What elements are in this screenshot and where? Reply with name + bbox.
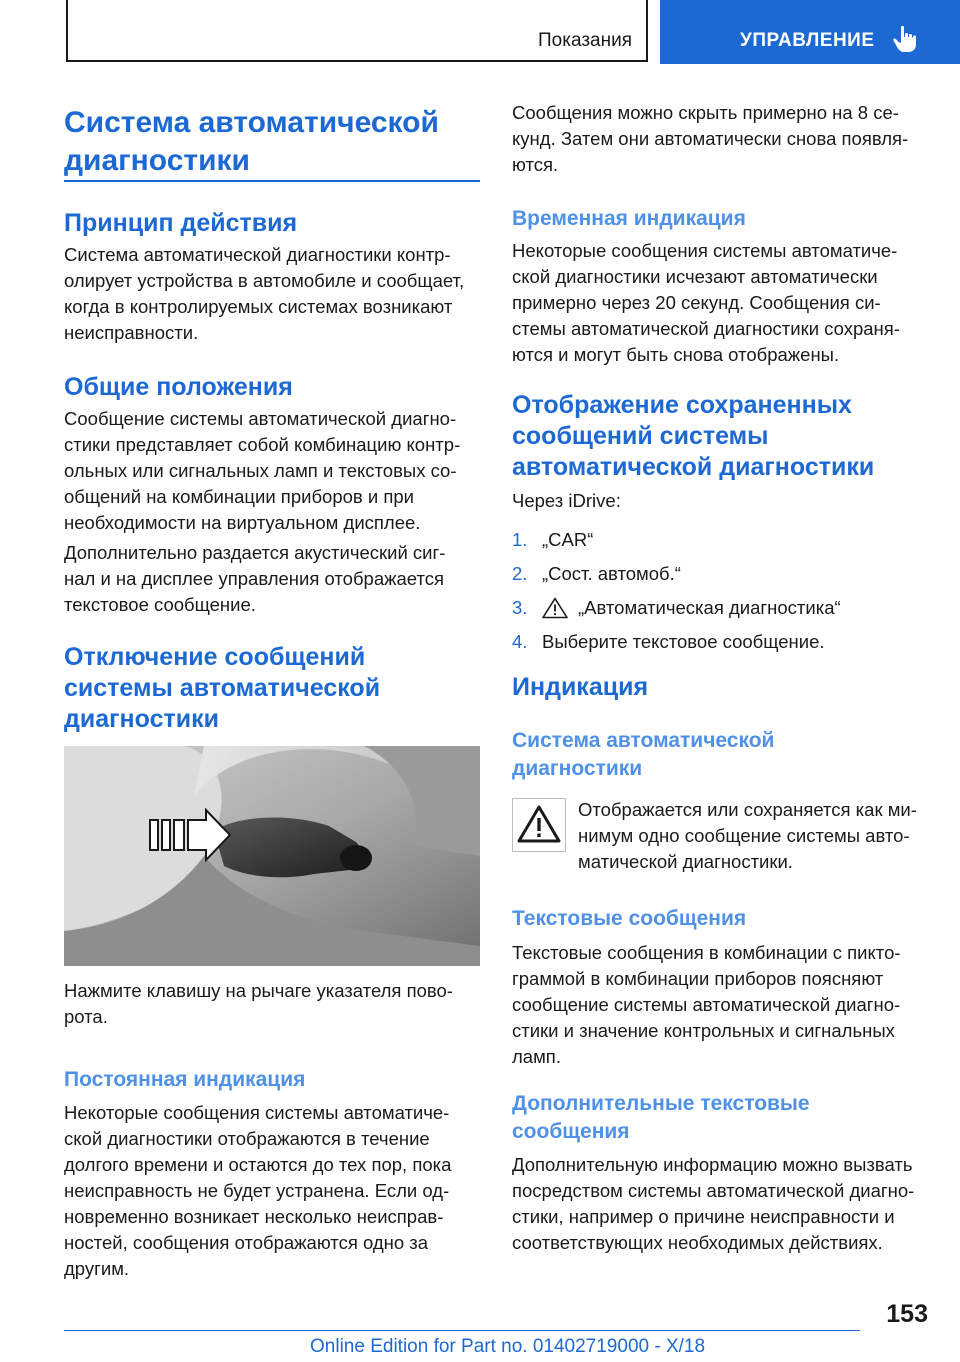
system-heading xyxy=(512,727,926,783)
text-line: другим. xyxy=(64,1258,130,1279)
principle-heading: Принцип действия xyxy=(64,209,298,237)
indication-heading: Индикация xyxy=(512,673,649,701)
photo-caption xyxy=(64,978,480,1030)
text-line: сообщение системы автоматической диагно- xyxy=(512,994,901,1015)
hide-text xyxy=(512,100,926,178)
general-heading: Общие положения xyxy=(64,373,293,401)
text-line: примерно через 20 секунд. Сообщения си- xyxy=(512,292,881,313)
text-line: стемы автоматической диагностики сохраня- xyxy=(512,318,900,339)
heading-line: системы автоматической xyxy=(64,674,381,702)
steps-list xyxy=(512,525,926,661)
hand-pointer-icon xyxy=(892,24,920,54)
heading-line: Отображение сохраненных xyxy=(512,391,852,419)
text-line: матической диагностики. xyxy=(578,851,793,872)
text-line: ются и могут быть снова отображены. xyxy=(512,344,840,365)
step-text: „Сост. автомоб.“ xyxy=(542,563,681,584)
text-line: олирует устройства в автомобиле и сообщает, xyxy=(64,270,465,291)
text-line: нимум одно сообщение системы авто- xyxy=(578,825,910,846)
additional-text xyxy=(512,1152,926,1256)
heading-line: Отключение сообщений xyxy=(64,643,366,671)
step-number: 2. xyxy=(512,563,528,584)
text-line: стики и значение контрольных и сигнальных xyxy=(512,1020,895,1041)
permanent-heading: Постоянная индикация xyxy=(64,1068,306,1091)
header-section-box xyxy=(66,0,648,62)
permanent-text xyxy=(64,1100,480,1282)
text-line: граммой в комбинации приборов поясняют xyxy=(512,968,884,989)
turn-signal-lever-photo xyxy=(64,746,480,966)
temporary-text xyxy=(512,238,926,368)
text-line: необходимости на виртуальном дисплее. xyxy=(64,512,421,533)
step-item xyxy=(512,525,926,559)
title-rule xyxy=(64,180,480,182)
text-line: Некоторые сообщения системы автоматиче- xyxy=(512,240,898,261)
text-line: рота. xyxy=(64,1006,108,1027)
step-item xyxy=(512,593,926,627)
text-line: долгого времени и остаются до тех пор, пока xyxy=(64,1154,452,1175)
textmsg-text xyxy=(512,940,926,1070)
step-number: 1. xyxy=(512,529,528,550)
text-line: Отображается или сохраняется как ми- xyxy=(578,799,917,820)
stored-heading xyxy=(512,390,926,483)
text-line: Система автоматической диагностики контр- xyxy=(64,244,451,265)
principle-text xyxy=(64,242,480,346)
text-line: стики представляет собой комбинацию контр- xyxy=(64,434,461,455)
text-line: ностей, сообщения отображаются одно за xyxy=(64,1232,429,1253)
text-line: Некоторые сообщения системы автоматиче- xyxy=(64,1102,450,1123)
text-line: Текстовые сообщения в комбинации с пикто- xyxy=(512,942,901,963)
warning-triangle-icon xyxy=(513,799,565,851)
page-title-line-2: диагностики xyxy=(64,144,250,177)
via-idrive: Через iDrive: xyxy=(512,490,621,511)
step-text: Выберите текстовое сообщение. xyxy=(542,631,825,652)
step-item xyxy=(512,627,926,661)
text-line: ются. xyxy=(512,154,559,175)
text-line: стики, например о причине неисправности и xyxy=(512,1206,895,1227)
general-text-2 xyxy=(64,540,480,618)
text-line: Сообщение системы автоматической диагно- xyxy=(64,408,457,429)
text-line: общений на комбинации приборов и при xyxy=(64,486,414,507)
step-text: „CAR“ xyxy=(542,529,594,550)
temporary-heading: Временная индикация xyxy=(512,207,746,230)
system-text xyxy=(578,797,928,875)
text-line: когда в контролируемых системах возникают xyxy=(64,296,453,317)
page-number: 153 xyxy=(886,1300,928,1328)
text-line: ской диагностики отображаются в течение xyxy=(64,1128,430,1149)
additional-heading xyxy=(512,1090,926,1146)
header-section-title: Показания xyxy=(538,30,632,51)
text-line: неисправности. xyxy=(64,322,199,343)
header-chapter-title: УПРАВЛЕНИЕ xyxy=(740,30,875,51)
header-chapter-tab xyxy=(660,0,960,64)
text-line: ской диагностики исчезают автоматически xyxy=(512,266,878,287)
text-line: ламп. xyxy=(512,1046,561,1067)
text-line: Дополнительную информацию можно вызвать xyxy=(512,1154,913,1175)
text-line: новременно возникает несколько неисправ- xyxy=(64,1206,444,1227)
heading-line: Дополнительные текстовые xyxy=(512,1092,810,1115)
step-number: 3. xyxy=(512,597,528,618)
step-item xyxy=(512,559,926,593)
text-line: Дополнительно раздается акустический сиг- xyxy=(64,542,446,563)
text-line: Нажмите клавишу на рычаге указателя пово- xyxy=(64,980,453,1001)
general-text-1 xyxy=(64,406,480,536)
warning-symbol-box xyxy=(512,798,566,852)
heading-line: диагностики xyxy=(512,757,643,780)
textmsg-heading: Текстовые сообщения xyxy=(512,907,747,930)
text-line: нал и на дисплее управления отображается xyxy=(64,568,444,589)
text-line: Сообщения можно скрыть примерно на 8 се- xyxy=(512,102,899,123)
text-line: ольных или сигнальных ламп и текстовых со- xyxy=(64,460,457,481)
text-line: неисправность не будет устранена. Если од- xyxy=(64,1180,450,1201)
heading-line: сообщений системы xyxy=(512,422,769,450)
heading-line: диагностики xyxy=(64,705,219,733)
text-line: текстовое сообщение. xyxy=(64,594,256,615)
heading-line: автоматической диагностики xyxy=(512,453,875,481)
text-line: кунд. Затем они автоматически снова появля- xyxy=(512,128,909,149)
footer-edition: Online Edition for Part no. 01402719000 - X/18 xyxy=(310,1336,706,1357)
step-text: „Автоматическая диагностика“ xyxy=(578,597,841,618)
page-title-line-1: Система автоматической xyxy=(64,106,439,139)
warning-triangle-icon xyxy=(542,597,568,619)
step-number: 4. xyxy=(512,631,528,652)
heading-line: сообщения xyxy=(512,1120,630,1143)
heading-line: Система автоматической xyxy=(512,729,775,752)
text-line: посредством системы автоматической диагно- xyxy=(512,1180,915,1201)
text-line: соответствующих необходимых действиях. xyxy=(512,1232,883,1253)
footer-rule xyxy=(64,1330,860,1331)
disable-heading xyxy=(64,642,480,735)
